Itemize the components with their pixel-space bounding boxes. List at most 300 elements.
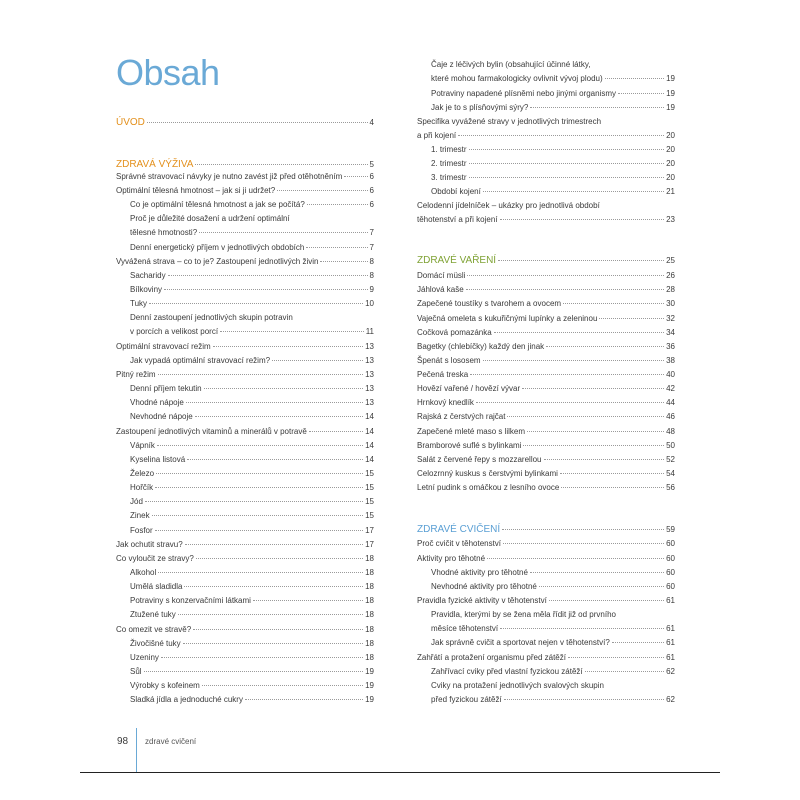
toc-entry-title: Pravidla fyzické aktivity v těhotenství <box>417 596 547 605</box>
toc-entry-title: Ztužené tuky <box>130 610 176 619</box>
toc-entry[interactable] <box>116 356 374 366</box>
toc-leader-dots <box>530 572 664 573</box>
toc-leader-dots <box>320 261 367 262</box>
toc-entry-title: před fyzickou zátěží <box>431 695 502 704</box>
footer-rule <box>136 728 137 772</box>
toc-entry-title: a při kojení <box>417 131 457 140</box>
toc-entry[interactable] <box>417 695 675 705</box>
toc-entry[interactable] <box>417 215 675 225</box>
toc-entry-title: Bílkoviny <box>130 285 163 294</box>
toc-entry[interactable] <box>417 328 675 338</box>
toc-leader-dots <box>220 331 364 332</box>
toc-entry-page: 61 <box>666 638 675 647</box>
toc-entry[interactable] <box>417 285 675 295</box>
toc-entry[interactable] <box>116 412 374 422</box>
toc-entry-page: 19 <box>666 103 675 112</box>
toc-entry[interactable] <box>417 201 675 211</box>
toc-entry[interactable] <box>417 554 675 564</box>
toc-entry[interactable] <box>116 497 374 507</box>
toc-entry[interactable] <box>116 186 374 196</box>
toc-entry-title: Sladká jídla a jednoduché cukry <box>130 695 243 704</box>
toc-leader-dots <box>272 360 363 361</box>
toc-entry-title: Denní energetický příjem v jednotlivých obdobích <box>130 243 305 252</box>
toc-entry-page: 60 <box>666 554 675 563</box>
toc-leader-dots <box>155 487 363 488</box>
toc-entry-title: Tuky <box>130 299 148 308</box>
toc-entry[interactable] <box>417 610 675 620</box>
toc-entry-title: ZDRAVÉ CVIČENÍ <box>417 524 501 535</box>
toc-leader-dots <box>458 135 664 136</box>
toc-entry-page: 20 <box>666 145 675 154</box>
toc-leader-dots <box>344 176 367 177</box>
toc-entry-page: 7 <box>369 243 374 252</box>
toc-leader-dots <box>157 445 363 446</box>
toc-leader-dots <box>309 431 363 432</box>
toc-leader-dots <box>245 699 363 700</box>
toc-entry-title: Sůl <box>130 667 142 676</box>
toc-entry[interactable] <box>116 285 374 295</box>
toc-entry-title: Jak vypadá optimální stravovací režim? <box>130 356 271 365</box>
toc-entry-page: 8 <box>369 271 374 280</box>
toc-entry-title: Hrnkový knedlík <box>417 398 474 407</box>
toc-entry-page: 19 <box>666 74 675 83</box>
toc-leader-dots <box>527 431 664 432</box>
toc-entry-title: těhotenství a při kojení <box>417 215 498 224</box>
toc-entry[interactable] <box>116 625 374 635</box>
toc-leader-dots <box>546 346 664 347</box>
toc-leader-dots <box>539 586 664 587</box>
toc-entry[interactable] <box>116 214 374 224</box>
toc-entry-title: Špenát s lososem <box>417 356 481 365</box>
toc-entry-title: Hořčík <box>130 483 154 492</box>
toc-leader-dots <box>186 402 363 403</box>
toc-leader-dots <box>544 459 665 460</box>
toc-entry-page: 7 <box>369 228 374 237</box>
toc-entry[interactable] <box>116 455 374 465</box>
toc-leader-dots <box>178 614 363 615</box>
toc-entry-title: Zahřátí a protažení organismu před zátěží <box>417 653 566 662</box>
toc-section-heading[interactable] <box>116 160 374 170</box>
toc-leader-dots <box>307 204 368 205</box>
toc-entry-title: Celodenní jídelníček – ukázky pro jednotlivá období <box>417 201 600 210</box>
toc-leader-dots <box>483 191 664 192</box>
toc-entry[interactable] <box>116 313 374 323</box>
toc-entry[interactable] <box>417 539 675 549</box>
toc-entry-title: Rajská z čerstvých rajčat <box>417 412 506 421</box>
toc-leader-dots <box>568 657 664 658</box>
toc-entry-page: 13 <box>365 398 374 407</box>
toc-leader-dots <box>500 219 665 220</box>
toc-entry-page: 14 <box>365 455 374 464</box>
toc-entry-page: 13 <box>365 384 374 393</box>
toc-entry-title: Denní zastoupení jednotlivých skupin potravin <box>130 313 293 322</box>
toc-entry[interactable] <box>116 271 374 281</box>
toc-entry-page: 36 <box>666 342 675 351</box>
toc-entry-page: 20 <box>666 173 675 182</box>
toc-entry-title: Optimální stravovací režim <box>116 342 211 351</box>
toc-entry[interactable] <box>116 172 374 182</box>
toc-leader-dots <box>149 303 363 304</box>
toc-entry[interactable] <box>116 596 374 606</box>
toc-entry-title: Hovězí vařené / hovězí vývar <box>417 384 521 393</box>
toc-entry-page: 18 <box>365 582 374 591</box>
toc-entry-page: 13 <box>365 356 374 365</box>
toc-entry[interactable] <box>417 370 675 380</box>
toc-leader-dots <box>144 671 364 672</box>
toc-entry-title: Pravidla, kterými by se žena měla řídit již od prvního <box>431 610 616 619</box>
toc-entry-page: 20 <box>666 159 675 168</box>
toc-entry[interactable] <box>116 610 374 620</box>
toc-entry-page: 18 <box>365 610 374 619</box>
toc-leader-dots <box>306 247 367 248</box>
toc-entry[interactable] <box>116 554 374 564</box>
toc-entry-title: Optimální tělesná hmotnost – jak si ji udržet? <box>116 186 276 195</box>
toc-entry-title: Cočková pomazánka <box>417 328 492 337</box>
toc-leader-dots <box>560 473 664 474</box>
toc-entry-title: Vhodné aktivity pro těhotné <box>431 568 528 577</box>
footer-line <box>80 772 720 773</box>
toc-entry-page: 34 <box>666 328 675 337</box>
toc-entry[interactable] <box>417 427 675 437</box>
toc-entry-page: 5 <box>369 160 374 169</box>
toc-entry-page: 60 <box>666 568 675 577</box>
toc-entry[interactable] <box>417 441 675 451</box>
toc-entry[interactable] <box>417 271 675 281</box>
toc-leader-dots <box>599 318 664 319</box>
toc-entry-title: Vaječná omeleta s kukuřičnými lupínky a zeleninou <box>417 314 598 323</box>
toc-entry-page: 59 <box>666 525 675 534</box>
toc-leader-dots <box>277 190 367 191</box>
toc-entry-title: Bramborové suflé s bylinkami <box>417 441 522 450</box>
toc-leader-dots <box>612 642 664 643</box>
toc-entry-page: 18 <box>365 568 374 577</box>
toc-leader-dots <box>549 600 664 601</box>
toc-entry-page: 28 <box>666 285 675 294</box>
toc-leader-dots <box>161 657 363 658</box>
running-footer: zdravé cvičení <box>145 737 197 746</box>
toc-entry-page: 26 <box>666 271 675 280</box>
toc-entry[interactable] <box>116 568 374 578</box>
toc-entry-page: 9 <box>369 285 374 294</box>
toc-entry-page: 4 <box>369 118 374 127</box>
toc-entry[interactable] <box>417 653 675 663</box>
toc-entry-title: Jak správně cvičit a sportovat nejen v těhotenství? <box>431 638 610 647</box>
toc-entry[interactable] <box>417 398 675 408</box>
toc-leader-dots <box>476 402 664 403</box>
toc-entry[interactable] <box>116 582 374 592</box>
toc-entry-page: 48 <box>666 427 675 436</box>
toc-entry-title: měsíce těhotenství <box>431 624 499 633</box>
toc-entry[interactable] <box>116 653 374 663</box>
toc-entry-page: 19 <box>365 681 374 690</box>
toc-leader-dots <box>504 699 664 700</box>
toc-entry-page: 60 <box>666 582 675 591</box>
toc-entry-page: 25 <box>666 256 675 265</box>
toc-entry-title: ZDRAVÉ VAŘENÍ <box>417 255 497 266</box>
toc-entry[interactable] <box>116 398 374 408</box>
toc-entry[interactable] <box>417 624 675 634</box>
toc-entry-title: tělesné hmotnosti? <box>130 228 198 237</box>
toc-entry-title: v porcích a velikost porcí <box>130 327 219 336</box>
toc-entry-page: 44 <box>666 398 675 407</box>
toc-entry-page: 13 <box>365 342 374 351</box>
toc-entry-title: Nevhodné aktivity pro těhotné <box>431 582 537 591</box>
toc-leader-dots <box>498 260 664 261</box>
toc-entry-title: Proč je důležité dosažení a udržení optimální <box>130 214 290 223</box>
toc-entry[interactable] <box>417 582 675 592</box>
toc-entry[interactable] <box>116 370 374 380</box>
toc-entry-page: 20 <box>666 131 675 140</box>
toc-entry-title: Zastoupení jednotlivých vitaminů a minerálů v potravě <box>116 427 307 436</box>
toc-leader-dots <box>483 360 665 361</box>
toc-entry-title: Zahřívací cviky před vlastní fyzickou zátěží <box>431 667 583 676</box>
toc-entry[interactable] <box>116 228 374 238</box>
toc-leader-dots <box>469 163 665 164</box>
toc-entry-page: 46 <box>666 412 675 421</box>
toc-entry-page: 61 <box>666 653 675 662</box>
toc-entry-page: 6 <box>369 186 374 195</box>
toc-entry-page: 19 <box>365 667 374 676</box>
toc-entry[interactable] <box>417 145 675 155</box>
toc-entry-title: Salát z červené řepy s mozzarellou <box>417 455 542 464</box>
toc-entry-title: Čaje z léčivých bylin (obsahující účinné látky, <box>431 60 591 69</box>
toc-leader-dots <box>530 107 664 108</box>
toc-entry-title: Potraviny s konzervačními látkami <box>130 596 251 605</box>
page-number: 98 <box>117 736 129 747</box>
toc-entry[interactable] <box>116 427 374 437</box>
toc-entry-page: 56 <box>666 483 675 492</box>
toc-entry-page: 30 <box>666 299 675 308</box>
toc-leader-dots <box>253 600 363 601</box>
toc-entry-title: Letní pudink s omáčkou z lesního ovoce <box>417 483 560 492</box>
toc-entry[interactable] <box>116 384 374 394</box>
toc-entry-page: 14 <box>365 427 374 436</box>
toc-entry-title: Výrobky s kofeinem <box>130 681 200 690</box>
toc-entry-page: 15 <box>365 497 374 506</box>
toc-entry-page: 42 <box>666 384 675 393</box>
toc-leader-dots <box>184 586 363 587</box>
toc-entry-page: 54 <box>666 469 675 478</box>
toc-entry-page: 52 <box>666 455 675 464</box>
toc-entry-title: Aktivity pro těhotné <box>417 554 486 563</box>
toc-entry-title: Fosfor <box>130 526 153 535</box>
toc-entry-page: 18 <box>365 596 374 605</box>
toc-leader-dots <box>156 473 363 474</box>
toc-entry[interactable] <box>417 596 675 606</box>
toc-entry[interactable] <box>417 412 675 422</box>
toc-entry-title: Alkohol <box>130 568 157 577</box>
toc-entry[interactable] <box>417 117 675 127</box>
toc-entry[interactable] <box>116 483 374 493</box>
toc-entry[interactable] <box>417 103 675 113</box>
toc-entry-title: 1. trimestr <box>431 145 467 154</box>
toc-entry[interactable] <box>417 638 675 648</box>
toc-entry[interactable] <box>116 469 374 479</box>
toc-leader-dots <box>470 374 664 375</box>
toc-entry[interactable] <box>417 74 675 84</box>
toc-entry-title: Zapečené toustíky s tvarohem a ovocem <box>417 299 562 308</box>
toc-entry[interactable] <box>417 667 675 677</box>
toc-entry[interactable] <box>116 257 374 267</box>
toc-entry[interactable] <box>116 441 374 451</box>
toc-leader-dots <box>195 164 367 165</box>
toc-leader-dots <box>145 501 363 502</box>
toc-entry-page: 14 <box>365 412 374 421</box>
toc-entry-title: Pitný režim <box>116 370 156 379</box>
toc-entry-title: Jak je to s plísňovými sýry? <box>431 103 529 112</box>
toc-entry[interactable] <box>116 299 374 309</box>
toc-section-heading[interactable] <box>417 256 675 266</box>
toc-entry[interactable] <box>417 384 675 394</box>
toc-entry-title: Zapečené mleté maso s lilkem <box>417 427 526 436</box>
toc-entry[interactable] <box>417 681 675 691</box>
toc-entry-page: 19 <box>365 695 374 704</box>
toc-leader-dots <box>168 275 368 276</box>
toc-leader-dots <box>605 78 664 79</box>
toc-entry-page: 23 <box>666 215 675 224</box>
toc-entry[interactable] <box>116 200 374 210</box>
toc-leader-dots <box>193 629 363 630</box>
toc-entry-page: 18 <box>365 639 374 648</box>
toc-leader-dots <box>563 303 664 304</box>
toc-leader-dots <box>183 643 363 644</box>
toc-entry-title: Vyvážená strava – co to je? Zastoupení jednotlivých živin <box>116 257 319 266</box>
toc-entry[interactable] <box>417 187 675 197</box>
toc-entry-title: Uzeniny <box>130 653 159 662</box>
toc-entry-page: 18 <box>365 554 374 563</box>
toc-entry-title: Období kojení <box>431 187 481 196</box>
toc-leader-dots <box>202 685 363 686</box>
toc-entry[interactable] <box>417 159 675 169</box>
toc-entry[interactable] <box>417 299 675 309</box>
toc-entry-title: Domácí müsli <box>417 271 466 280</box>
toc-entry[interactable] <box>116 511 374 521</box>
toc-entry-page: 8 <box>369 257 374 266</box>
toc-entry-title: Specifika vyvážené stravy v jednotlivých trimestrech <box>417 117 602 126</box>
toc-entry-page: 19 <box>666 89 675 98</box>
toc-leader-dots <box>204 388 364 389</box>
toc-entry-page: 62 <box>666 667 675 676</box>
toc-entry[interactable] <box>417 568 675 578</box>
toc-leader-dots <box>523 445 664 446</box>
toc-entry[interactable] <box>116 327 374 337</box>
page-title: Obsah <box>116 52 220 93</box>
toc-leader-dots <box>213 346 363 347</box>
toc-leader-dots <box>196 558 363 559</box>
toc-entry-title: Denní příjem tekutin <box>130 384 202 393</box>
toc-entry[interactable] <box>417 89 675 99</box>
toc-entry-page: 13 <box>365 370 374 379</box>
toc-entry[interactable] <box>417 455 675 465</box>
toc-entry-title: které mohou farmakologicky ovlivnit vývoj plodu) <box>431 74 603 83</box>
toc-entry-page: 6 <box>369 172 374 181</box>
toc-leader-dots <box>502 529 664 530</box>
toc-entry-title: Jód <box>130 497 143 506</box>
toc-entry-title: Cviky na protažení jednotlivých svalových skupin <box>431 681 604 690</box>
toc-entry[interactable] <box>116 243 374 253</box>
toc-entry[interactable] <box>417 342 675 352</box>
toc-leader-dots <box>618 93 664 94</box>
toc-entry-title: Co je optimální tělesná hmotnost a jak se počítá? <box>130 200 305 209</box>
toc-entry[interactable] <box>116 342 374 352</box>
toc-entry-page: 17 <box>365 526 374 535</box>
toc-entry-title: 3. trimestr <box>431 173 467 182</box>
toc-entry-title: Bagetky (chlebíčky) každý den jinak <box>417 342 545 351</box>
toc-entry[interactable] <box>116 540 374 550</box>
toc-entry[interactable] <box>116 526 374 536</box>
toc-leader-dots <box>467 275 664 276</box>
toc-entry-title: Celozrnný kuskus s čerstvými bylinkami <box>417 469 558 478</box>
toc-entry-title: Kyselina listová <box>130 455 186 464</box>
toc-entry-page: 15 <box>365 483 374 492</box>
toc-entry-title: Jak ochutit stravu? <box>116 540 183 549</box>
toc-entry-title: Potraviny napadené plísněmi nebo jinými organismy <box>431 89 616 98</box>
toc-entry-page: 38 <box>666 356 675 365</box>
toc-leader-dots <box>187 459 363 460</box>
toc-entry-title: Zinek <box>130 511 150 520</box>
toc-entry[interactable] <box>417 356 675 366</box>
toc-entry-page: 11 <box>365 327 374 336</box>
toc-entry-page: 32 <box>666 314 675 323</box>
toc-entry-page: 10 <box>365 299 374 308</box>
toc-entry-page: 15 <box>365 469 374 478</box>
toc-entry-page: 62 <box>666 695 675 704</box>
toc-leader-dots <box>494 332 664 333</box>
toc-entry-page: 21 <box>666 187 675 196</box>
toc-leader-dots <box>503 543 664 544</box>
toc-entry-title: Nevhodné nápoje <box>130 412 193 421</box>
toc-entry[interactable] <box>417 60 675 70</box>
toc-entry-page: 61 <box>666 624 675 633</box>
toc-entry-title: Železo <box>130 469 155 478</box>
toc-entry-title: Co omezit ve stravě? <box>116 625 192 634</box>
toc-entry[interactable] <box>417 131 675 141</box>
toc-entry[interactable] <box>417 173 675 183</box>
toc-entry[interactable] <box>417 483 675 493</box>
toc-entry[interactable] <box>116 667 374 677</box>
toc-leader-dots <box>469 149 665 150</box>
toc-leader-dots <box>487 558 664 559</box>
toc-entry-page: 6 <box>369 200 374 209</box>
toc-entry[interactable] <box>116 695 374 705</box>
toc-entry-page: 61 <box>666 596 675 605</box>
toc-leader-dots <box>152 515 364 516</box>
toc-leader-dots <box>195 416 363 417</box>
toc-leader-dots <box>155 530 363 531</box>
toc-entry-title: Pečená treska <box>417 370 469 379</box>
toc-entry-page: 18 <box>365 653 374 662</box>
toc-section-heading[interactable] <box>417 525 675 535</box>
toc-entry[interactable] <box>417 469 675 479</box>
toc-entry[interactable] <box>116 681 374 691</box>
toc-leader-dots <box>147 122 368 123</box>
toc-leader-dots <box>585 671 664 672</box>
toc-leader-dots <box>164 289 368 290</box>
toc-section-heading[interactable] <box>116 118 374 128</box>
toc-entry[interactable] <box>116 639 374 649</box>
toc-leader-dots <box>199 232 367 233</box>
toc-leader-dots <box>158 374 364 375</box>
toc-entry[interactable] <box>417 314 675 324</box>
toc-leader-dots <box>158 572 363 573</box>
toc-entry-title: ÚVOD <box>116 117 145 128</box>
toc-entry-title: Sacharidy <box>130 271 166 280</box>
toc-leader-dots <box>507 416 664 417</box>
toc-entry-page: 40 <box>666 370 675 379</box>
toc-leader-dots <box>522 388 664 389</box>
toc-entry-title: Proč cvičit v těhotenství <box>417 539 502 548</box>
toc-entry-page: 60 <box>666 539 675 548</box>
